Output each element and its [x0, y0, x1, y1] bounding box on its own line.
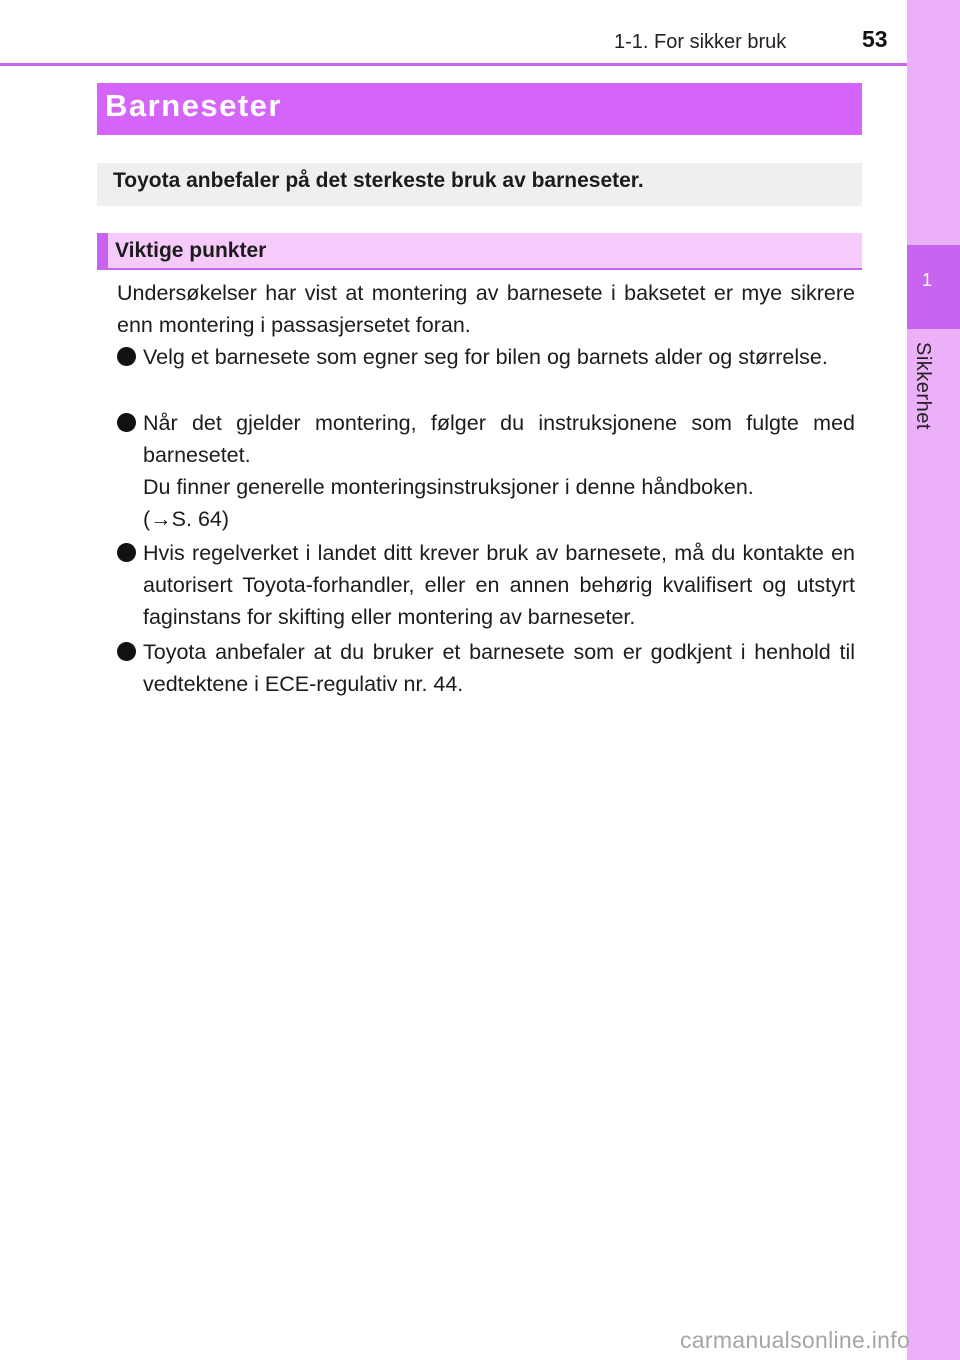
list-item	[117, 636, 855, 700]
page-title: Barneseter	[105, 88, 282, 123]
page-number: 53	[862, 26, 888, 52]
intro-text: Toyota anbefaler på det sterkeste bruk av barneseter.	[113, 169, 644, 192]
bullet-text: Når det gjelder montering, følger du instruksjonene som fulgte med barnesetet.	[143, 411, 855, 467]
bullet-note: Du finner generelle monteringsinstruksjoner i denne håndboken.	[143, 475, 754, 499]
side-strip	[907, 0, 960, 1360]
watermark: carmanualsonline.info	[680, 1327, 911, 1353]
section-title: 1-1. For sikker bruk	[614, 31, 787, 53]
list-item	[117, 537, 855, 633]
subheading-accent	[97, 233, 108, 270]
chapter-label: Sikkerhet	[912, 342, 934, 430]
intro-paragraph: Undersøkelser har vist at montering av barnesete i baksetet er mye sikrere enn montering i passasjersetet foran.	[117, 281, 855, 337]
bullet-text: Toyota anbefaler at du bruker et barnesete som er godkjent i henhold til vedtektene i ECE-regulativ nr. 44.	[143, 640, 855, 696]
subheading: Viktige punkter	[115, 239, 267, 262]
chapter-number: 1	[921, 270, 932, 290]
bullet-icon	[117, 413, 136, 432]
bullet-icon	[117, 347, 136, 366]
bullet-icon	[117, 543, 136, 562]
bullet-text: Velg et barnesete som egner seg for bilen og barnets alder og størrelse.	[143, 345, 828, 369]
bullet-icon	[117, 642, 136, 661]
list-item	[117, 407, 855, 535]
list-item	[117, 341, 855, 373]
header-rule	[0, 63, 907, 66]
bullet-text: Hvis regelverket i landet ditt krever bruk av barnesete, må du kontakte en autorisert Toyota-forhandler, eller en annen behørig kvalifisert og utstyrt faginstans for skifting eller montering av barneseter.	[143, 541, 855, 629]
page-reference-link[interactable]: (→S. 64)	[143, 507, 230, 531]
